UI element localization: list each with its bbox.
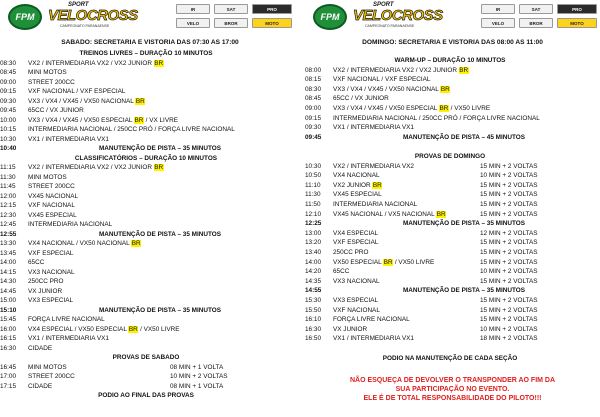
category-text: VX45 ESPECIAL: [333, 191, 382, 199]
section-heading: PODIO AO FINAL DAS PROVAS: [98, 392, 194, 399]
category-text: VX2 / INTERMEDIARIA VX2 / VX2 JUNIOR: [333, 66, 459, 74]
duration-cell: 15 MIN + 2 VOLTAS: [480, 306, 538, 314]
category-cell: [333, 192, 382, 198]
category-text: 65CC / VX JUNIOR: [28, 107, 84, 114]
saturday-header: SABADO: SECRETARIA E VISTORIA DAS 07:30 AS 17:00: [61, 39, 239, 46]
category-cell: [28, 279, 64, 285]
duration-cell: 15 MIN + 2 VOLTAS: [480, 258, 538, 266]
maintenance-label: MANUTENÇÃO DE PISTA – 35 MINUTOS: [98, 230, 222, 238]
sunday-header: DOMINGO: SECRETARIA E VISTORIA DAS 08:00 AS 11:00: [362, 39, 543, 46]
br-highlight-badge: BR: [154, 59, 164, 67]
sponsor-logo: BROR: [214, 18, 248, 28]
sponsor-logo: MOTO: [252, 18, 292, 28]
category-text: 250CC PRO: [28, 278, 64, 285]
category-text: VXF NACIONAL / VXF ESPECIAL: [28, 88, 126, 95]
category-text: 65CC / VX JUNIOR: [333, 95, 389, 103]
category-cell: [28, 194, 78, 200]
category-cell: [28, 165, 164, 171]
time-cell: 13:30: [0, 240, 16, 247]
category-cell: [28, 260, 44, 266]
time-cell: 16:30: [305, 325, 321, 333]
time-cell: 11:50: [305, 201, 321, 208]
time-cell: 08:00: [305, 66, 321, 74]
time-cell: 15:00: [0, 297, 16, 304]
category-cell: [333, 116, 540, 122]
category-cell: [333, 183, 382, 189]
duration-cell: 15 MIN + 2 VOLTAS: [480, 316, 538, 324]
category-cell: [28, 241, 141, 247]
category-text: / VX50 LIVRE: [393, 258, 435, 266]
time-cell: 16:15: [0, 335, 16, 342]
category-text: VX3 ESPECIAL: [333, 297, 379, 304]
warning-line: NÃO ESQUEÇA DE DEVOLVER O TRANSPONDER AO FIM DA: [349, 377, 556, 385]
maintenance-label: MANUTENÇÃO DE PISTA – 45 MINUTOS: [402, 133, 526, 141]
category-cell: [333, 279, 380, 285]
category-text: VXF NACIONAL: [28, 202, 75, 209]
duration-cell: 08 MIN + 1 VOLTA: [170, 382, 224, 390]
sponsor-logo: VELO: [481, 18, 515, 28]
category-cell: [333, 240, 378, 246]
category-text: VX4 NACIONAL / VX50 NACIONAL: [28, 240, 132, 247]
time-cell: 08:15: [305, 76, 321, 84]
time-cell: 15:50: [305, 306, 321, 314]
category-cell: [333, 298, 378, 304]
br-highlight-badge: BR: [372, 181, 382, 189]
time-cell: 09:15: [305, 114, 321, 122]
category-text: VX1 / INTERMEDIARIA VX1: [333, 335, 414, 343]
time-cell: 09:45: [0, 107, 16, 114]
time-cell: 08:45: [305, 95, 321, 103]
category-text: CIDADE: [28, 382, 53, 390]
time-cell: 16:30: [0, 344, 16, 352]
time-cell: 15:30: [305, 297, 321, 304]
time-cell: 13:20: [305, 239, 321, 247]
category-cell: [28, 384, 52, 390]
time-cell: 11:30: [0, 173, 16, 181]
duration-cell: 15 MIN + 2 VOLTAS: [480, 297, 538, 304]
duration-cell: 12 MIN + 2 VOLTAS: [480, 229, 538, 237]
time-cell: 11:15: [0, 164, 16, 171]
category-text: INTERMEDIARIA NACIONAL / 250CC PRÓ / FORÇA LIVRE NACIONAL: [333, 114, 540, 122]
br-highlight-badge: BR: [383, 258, 393, 266]
maintenance-label: MANUTENÇÃO DE PISTA – 35 MINUTOS: [98, 145, 222, 152]
time-cell: 17:00: [0, 373, 16, 380]
sponsor-logo: PRO: [252, 4, 292, 14]
category-cell: [28, 61, 164, 67]
br-highlight-badge: BR: [128, 325, 138, 333]
time-cell: 10:30: [305, 162, 321, 170]
category-text: VX2 / INTERMEDIARIA VX2: [333, 162, 414, 170]
sunday-column: [305, 0, 600, 417]
br-highlight-badge: BR: [135, 97, 145, 105]
br-highlight-badge: BR: [131, 240, 141, 247]
category-text: VX1 / INTERMEDIARIA VX1: [28, 335, 109, 342]
category-cell: [333, 260, 434, 266]
category-cell: [28, 127, 235, 133]
br-highlight-badge: BR: [459, 66, 469, 74]
duration-cell: 15 MIN + 2 VOLTAS: [480, 239, 538, 247]
category-cell: [28, 298, 73, 304]
fpm-logo: FPM: [313, 4, 347, 30]
category-cell: [28, 99, 145, 105]
category-cell: [28, 374, 75, 380]
category-cell: [28, 251, 73, 257]
duration-cell: 08 MIN + 1 VOLTA: [170, 363, 224, 371]
time-cell: 13:00: [305, 229, 321, 237]
section-heading: PROVAS DE DOMINGO: [414, 153, 486, 160]
schedule-row: [305, 336, 595, 345]
category-cell: [333, 317, 410, 323]
category-text: VX3 / VX4 / VX45 / VX50 NACIONAL: [28, 97, 136, 105]
velocross-logo: SPORT VELOCROSS CAMPEONATO PARANAENSE: [353, 2, 443, 28]
maintenance-row: [305, 135, 595, 144]
time-cell: 11:10: [305, 181, 321, 189]
duration-cell: 15 MIN + 2 VOLTAS: [480, 277, 538, 285]
time-cell: 13:45: [0, 249, 16, 257]
warning-line: SUA PARTICIPAÇÃO NO EVENTO.: [395, 386, 510, 394]
br-highlight-badge: BR: [134, 116, 144, 124]
time-cell: 16:00: [0, 325, 16, 333]
category-text: VX JUNIOR: [333, 325, 368, 333]
br-highlight-badge: BR: [440, 85, 450, 93]
category-text: VX4 ESPECIAL / VX50 ESPECIAL: [28, 325, 129, 333]
category-cell: [28, 70, 67, 76]
duration-cell: 18 MIN + 2 VOLTAS: [480, 335, 538, 343]
category-text: VXF NACIONAL / VXF ESPECIAL: [333, 76, 431, 84]
duration-cell: 10 MIN + 2 VOLTAS: [170, 373, 228, 380]
schedule-row: [0, 298, 292, 307]
category-cell: [28, 80, 75, 86]
category-cell: [333, 212, 446, 218]
category-text: VX3 / VX4 / VX45 / VX50 ESPECIAL: [333, 105, 439, 112]
category-cell: [333, 125, 414, 131]
time-cell: 11:45: [0, 183, 16, 190]
section-heading: PROVAS DE SABADO: [112, 354, 180, 361]
time-cell: 12:30: [0, 211, 16, 219]
category-cell: [333, 68, 469, 74]
category-cell: [333, 250, 369, 256]
time-cell: 10:40: [0, 145, 17, 152]
sponsor-logo: IR: [176, 4, 210, 14]
category-text: STREET 200CC: [28, 78, 75, 86]
category-text: VX1 / INTERMEDIARIA VX1: [28, 135, 109, 143]
br-highlight-badge: BR: [154, 164, 164, 171]
category-text: VX2 / INTERMEDIARIA VX2 / VX2 JUNIOR: [28, 164, 154, 171]
time-cell: 10:50: [305, 172, 321, 180]
category-cell: [333, 308, 380, 314]
sponsor-logo: BROR: [519, 18, 553, 28]
time-cell: 14:15: [0, 268, 16, 276]
maintenance-label: MANUTENÇÃO DE PISTA – 35 MINUTOS: [98, 306, 222, 314]
sponsor-logos: [481, 4, 599, 32]
category-text: 65CC: [28, 259, 45, 266]
category-text: VX1 / INTERMEDIARIA VX1: [333, 124, 414, 132]
category-cell: [28, 203, 75, 209]
time-cell: 14:00: [305, 258, 321, 266]
time-cell: 12:00: [0, 192, 16, 200]
section-heading: TREINOS LIVRES – DURAÇÃO 10 MINUTOS: [79, 50, 213, 57]
sponsor-logo: MOTO: [557, 18, 597, 28]
sponsor-logo: SAT: [519, 4, 553, 14]
time-cell: 08:30: [0, 59, 16, 67]
category-text: VX50 ESPECIAL: [333, 258, 384, 266]
time-cell: 17:15: [0, 382, 16, 390]
category-cell: [28, 184, 75, 190]
category-cell: [28, 270, 75, 276]
time-cell: 14:00: [0, 259, 16, 266]
duration-cell: 15 MIN + 2 VOLTAS: [480, 162, 538, 170]
category-text: INTERMEDIARIA NACIONAL: [333, 201, 418, 208]
time-cell: 09:00: [0, 78, 16, 86]
section-heading: PODIO NA MANUTENÇÃO DE CADA SEÇÃO: [382, 354, 518, 362]
time-cell: 14:35: [305, 277, 321, 285]
duration-cell: 15 MIN + 2 VOLTAS: [480, 191, 538, 199]
sponsor-logo: IR: [481, 4, 515, 14]
category-text: 65CC: [333, 268, 350, 276]
category-cell: [28, 175, 67, 181]
category-text: VX3 NACIONAL: [333, 277, 380, 285]
category-cell: [333, 77, 430, 83]
duration-cell: 15 MIN + 2 VOLTAS: [480, 181, 538, 189]
time-cell: 16:45: [0, 363, 16, 371]
schedule-row: [305, 125, 595, 134]
category-cell: [333, 202, 417, 208]
time-cell: 10:00: [0, 116, 16, 124]
velocross-logo: SPORT VELOCROSS CAMPEONATO PARANAENSE: [48, 2, 138, 28]
category-cell: [28, 118, 178, 124]
category-text: VXF NACIONAL: [333, 306, 380, 314]
time-cell: 14:55: [305, 287, 322, 295]
header-banner: [313, 2, 598, 36]
time-cell: 08:30: [305, 85, 321, 93]
sponsor-logo: VELO: [176, 18, 210, 28]
category-text: VX3 / VX4 / VX45 / VX50 ESPECIAL: [28, 116, 134, 124]
category-text: VX45 ESPECIAL: [28, 211, 77, 219]
category-cell: [28, 317, 105, 323]
time-cell: 09:30: [305, 124, 321, 132]
fpm-logo: FPM: [8, 4, 42, 30]
duration-cell: 10 MIN + 2 VOLTAS: [480, 268, 538, 276]
time-cell: 12:45: [0, 221, 16, 228]
category-cell: [28, 289, 62, 295]
time-cell: 14:20: [305, 268, 321, 276]
sponsor-logo: SAT: [214, 4, 248, 14]
time-cell: 09:30: [0, 97, 16, 105]
category-text: VX2 JUNIOR: [333, 181, 373, 189]
category-text: INTERMEDIARIA NACIONAL: [28, 221, 113, 228]
time-cell: 12:25: [305, 220, 322, 228]
duration-cell: 15 MIN + 2 VOLTAS: [480, 249, 538, 256]
category-text: MINI MOTOS: [28, 363, 67, 371]
category-cell: [333, 173, 380, 179]
category-text: VX JUNIOR: [28, 287, 63, 295]
duration-cell: 15 MIN + 2 VOLTAS: [480, 201, 538, 208]
duration-cell: 10 MIN + 2 VOLTAS: [480, 325, 538, 333]
time-cell: 09:00: [305, 105, 321, 112]
br-highlight-badge: BR: [439, 105, 449, 112]
category-text: VX4 ESPECIAL: [333, 229, 379, 237]
category-cell: [333, 231, 378, 237]
category-text: VX3 NACIONAL: [28, 268, 75, 276]
duration-cell: 10 MIN + 2 VOLTAS: [480, 172, 538, 180]
category-text: MINI MOTOS: [28, 69, 67, 76]
category-text: VX3 / VX4 / VX45 / VX50 NACIONAL: [333, 85, 441, 93]
category-text: VX3 ESPECIAL: [28, 297, 74, 304]
time-cell: 09:15: [0, 88, 16, 95]
duration-cell: 15 MIN + 2 VOLTAS: [480, 210, 538, 218]
category-cell: [333, 336, 414, 342]
category-text: STREET 200CC: [28, 183, 75, 190]
time-cell: 11:30: [305, 191, 321, 199]
sponsor-logos: [176, 4, 294, 32]
sponsor-logo: PRO: [557, 4, 597, 14]
category-cell: [333, 106, 490, 112]
time-cell: 12:15: [0, 202, 16, 209]
category-text: / VX50 LIVRE: [448, 105, 491, 112]
category-text: VX45 NACIONAL / VX5 NACIONAL: [333, 210, 437, 218]
category-cell: [333, 96, 389, 102]
schedule-row: [0, 222, 292, 231]
category-cell: [28, 336, 109, 342]
category-text: FORÇA LIVRE NACIONAL: [333, 316, 410, 324]
category-cell: [28, 327, 180, 333]
category-cell: [28, 365, 67, 371]
time-cell: 16:10: [305, 316, 321, 324]
category-cell: [28, 222, 112, 228]
time-cell: 15:45: [0, 316, 16, 323]
time-cell: 10:15: [0, 126, 16, 133]
category-cell: [28, 346, 52, 352]
category-cell: [333, 87, 450, 93]
category-text: FORÇA LIVRE NACIONAL: [28, 316, 105, 323]
category-text: VXF ESPECIAL: [28, 249, 74, 257]
time-cell: 13:40: [305, 249, 321, 256]
category-text: 250CC PRO: [333, 249, 369, 256]
time-cell: 12:10: [305, 210, 321, 218]
category-text: MINI MOTOS: [28, 173, 67, 181]
category-text: STREET 200CC: [28, 373, 75, 380]
category-cell: [28, 108, 84, 114]
category-text: INTERMEDIARIA NACIONAL / 250CC PRÓ / FORÇA LIVRE NACIONAL: [28, 126, 235, 133]
category-cell: [28, 213, 77, 219]
time-cell: 12:55: [0, 230, 17, 238]
time-cell: 10:30: [0, 135, 16, 143]
category-text: / VX LIVRE: [143, 116, 178, 124]
category-cell: [333, 164, 414, 170]
category-text: VX2 / INTERMEDIARIA VX2 / VX2 JUNIOR: [28, 59, 154, 67]
warning-line: ELE É DE TOTAL RESPONSABILIDADE DO PILOTO!!!: [363, 395, 542, 403]
maintenance-label: MANUTENÇÃO DE PISTA – 35 MINUTOS: [402, 287, 526, 295]
category-text: / VX50 LIVRE: [138, 325, 180, 333]
time-cell: 16:50: [305, 335, 321, 343]
category-text: CIDADE: [28, 344, 53, 352]
category-text: VX45 NACIONAL: [28, 192, 79, 200]
section-heading: CLASSIFICATÓRIOS – DURAÇÃO 10 MINUTOS: [74, 154, 218, 162]
section-heading: WARM-UP – DURAÇÃO 10 MINUTOS: [394, 57, 506, 64]
br-highlight-badge: BR: [436, 210, 446, 218]
time-cell: 14:30: [0, 278, 16, 285]
category-cell: [333, 269, 349, 275]
time-cell: 08:45: [0, 69, 16, 76]
category-cell: [28, 89, 125, 95]
header-banner: [8, 2, 293, 36]
maintenance-label: MANUTENÇÃO DE PISTA – 35 MINUTOS: [402, 220, 526, 228]
time-cell: 15:10: [0, 306, 17, 314]
time-cell: 09:45: [305, 133, 322, 141]
time-cell: 14:45: [0, 287, 16, 295]
category-text: VX4 NACIONAL: [333, 172, 380, 180]
maintenance-row: [0, 146, 292, 155]
category-cell: [28, 137, 109, 143]
category-cell: [333, 327, 367, 333]
category-text: VXF ESPECIAL: [333, 239, 379, 247]
